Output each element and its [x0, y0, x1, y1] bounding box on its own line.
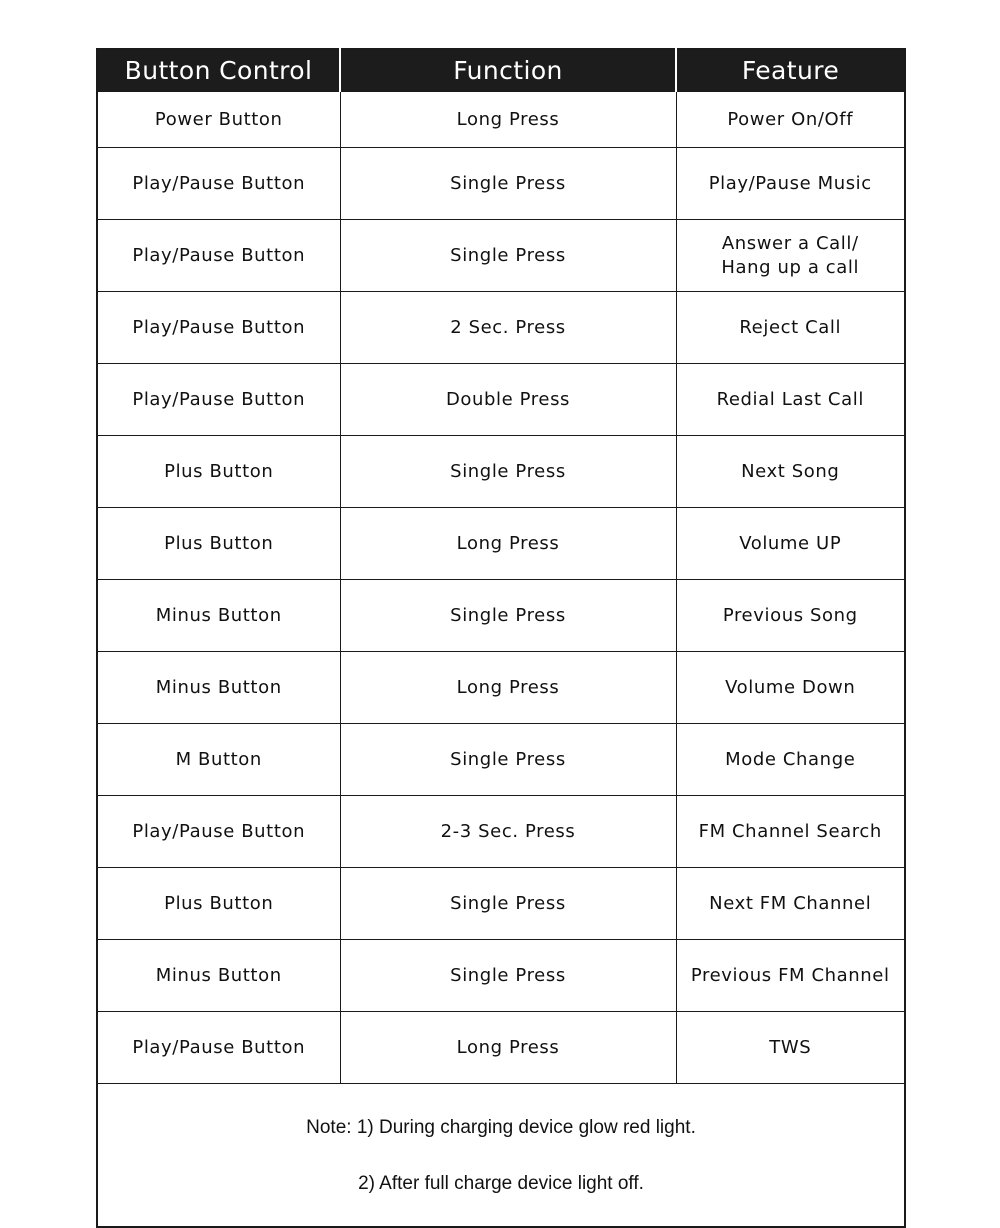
table-row — [97, 1012, 905, 1084]
cell-button-control: Play/Pause Button — [97, 148, 340, 220]
cell-function: Single Press — [340, 580, 676, 652]
cell-button-control: Power Button — [97, 92, 340, 148]
table-row — [97, 364, 905, 436]
cell-button-control: Play/Pause Button — [97, 220, 340, 292]
cell-function: Long Press — [340, 92, 676, 148]
cell-feature: Previous Song — [676, 580, 905, 652]
cell-feature: Reject Call — [676, 292, 905, 364]
cell-function: 2-3 Sec. Press — [340, 796, 676, 868]
table-row — [97, 92, 905, 148]
cell-feature: Answer a Call/ Hang up a call — [676, 220, 905, 292]
cell-feature: Previous FM Channel — [676, 940, 905, 1012]
table-row — [97, 508, 905, 580]
cell-button-control: Play/Pause Button — [97, 1012, 340, 1084]
cell-button-control: Play/Pause Button — [97, 364, 340, 436]
note-cell — [97, 1084, 905, 1228]
cell-feature: TWS — [676, 1012, 905, 1084]
table-row — [97, 220, 905, 292]
cell-function: Single Press — [340, 724, 676, 796]
cell-button-control: Play/Pause Button — [97, 292, 340, 364]
header-button-control: Button Control — [97, 49, 340, 92]
cell-function: 2 Sec. Press — [340, 292, 676, 364]
cell-function: Long Press — [340, 1012, 676, 1084]
header-feature: Feature — [676, 49, 905, 92]
cell-function: Long Press — [340, 508, 676, 580]
cell-button-control: Minus Button — [97, 652, 340, 724]
cell-feature: Volume Down — [676, 652, 905, 724]
note-line-1: Note: 1) During charging device glow red light. — [306, 1117, 696, 1138]
cell-feature: Next FM Channel — [676, 868, 905, 940]
table-row — [97, 868, 905, 940]
table-row — [97, 796, 905, 868]
table-body — [97, 92, 905, 1228]
cell-feature: Play/Pause Music — [676, 148, 905, 220]
header-function: Function — [340, 49, 676, 92]
cell-button-control: Play/Pause Button — [97, 796, 340, 868]
cell-function: Long Press — [340, 652, 676, 724]
cell-button-control: Plus Button — [97, 508, 340, 580]
table-row — [97, 148, 905, 220]
note-row — [97, 1084, 905, 1228]
cell-feature: Power On/Off — [676, 92, 905, 148]
cell-button-control: Minus Button — [97, 940, 340, 1012]
table-row — [97, 580, 905, 652]
cell-feature: Volume UP — [676, 508, 905, 580]
cell-button-control: Plus Button — [97, 868, 340, 940]
table-row — [97, 652, 905, 724]
cell-function: Single Press — [340, 940, 676, 1012]
cell-function: Single Press — [340, 436, 676, 508]
cell-function: Double Press — [340, 364, 676, 436]
cell-button-control: Plus Button — [97, 436, 340, 508]
cell-function: Single Press — [340, 220, 676, 292]
cell-feature: FM Channel Search — [676, 796, 905, 868]
cell-button-control: Minus Button — [97, 580, 340, 652]
cell-feature: Redial Last Call — [676, 364, 905, 436]
table-row — [97, 436, 905, 508]
table-row — [97, 292, 905, 364]
note-line-2: 2) After full charge device light off. — [358, 1173, 644, 1194]
cell-function: Single Press — [340, 868, 676, 940]
table-header-row — [97, 49, 905, 92]
cell-function: Single Press — [340, 148, 676, 220]
table-row — [97, 940, 905, 1012]
cell-feature: Next Song — [676, 436, 905, 508]
table-row — [97, 724, 905, 796]
cell-feature: Mode Change — [676, 724, 905, 796]
cell-button-control: M Button — [97, 724, 340, 796]
button-control-table — [96, 48, 906, 1228]
